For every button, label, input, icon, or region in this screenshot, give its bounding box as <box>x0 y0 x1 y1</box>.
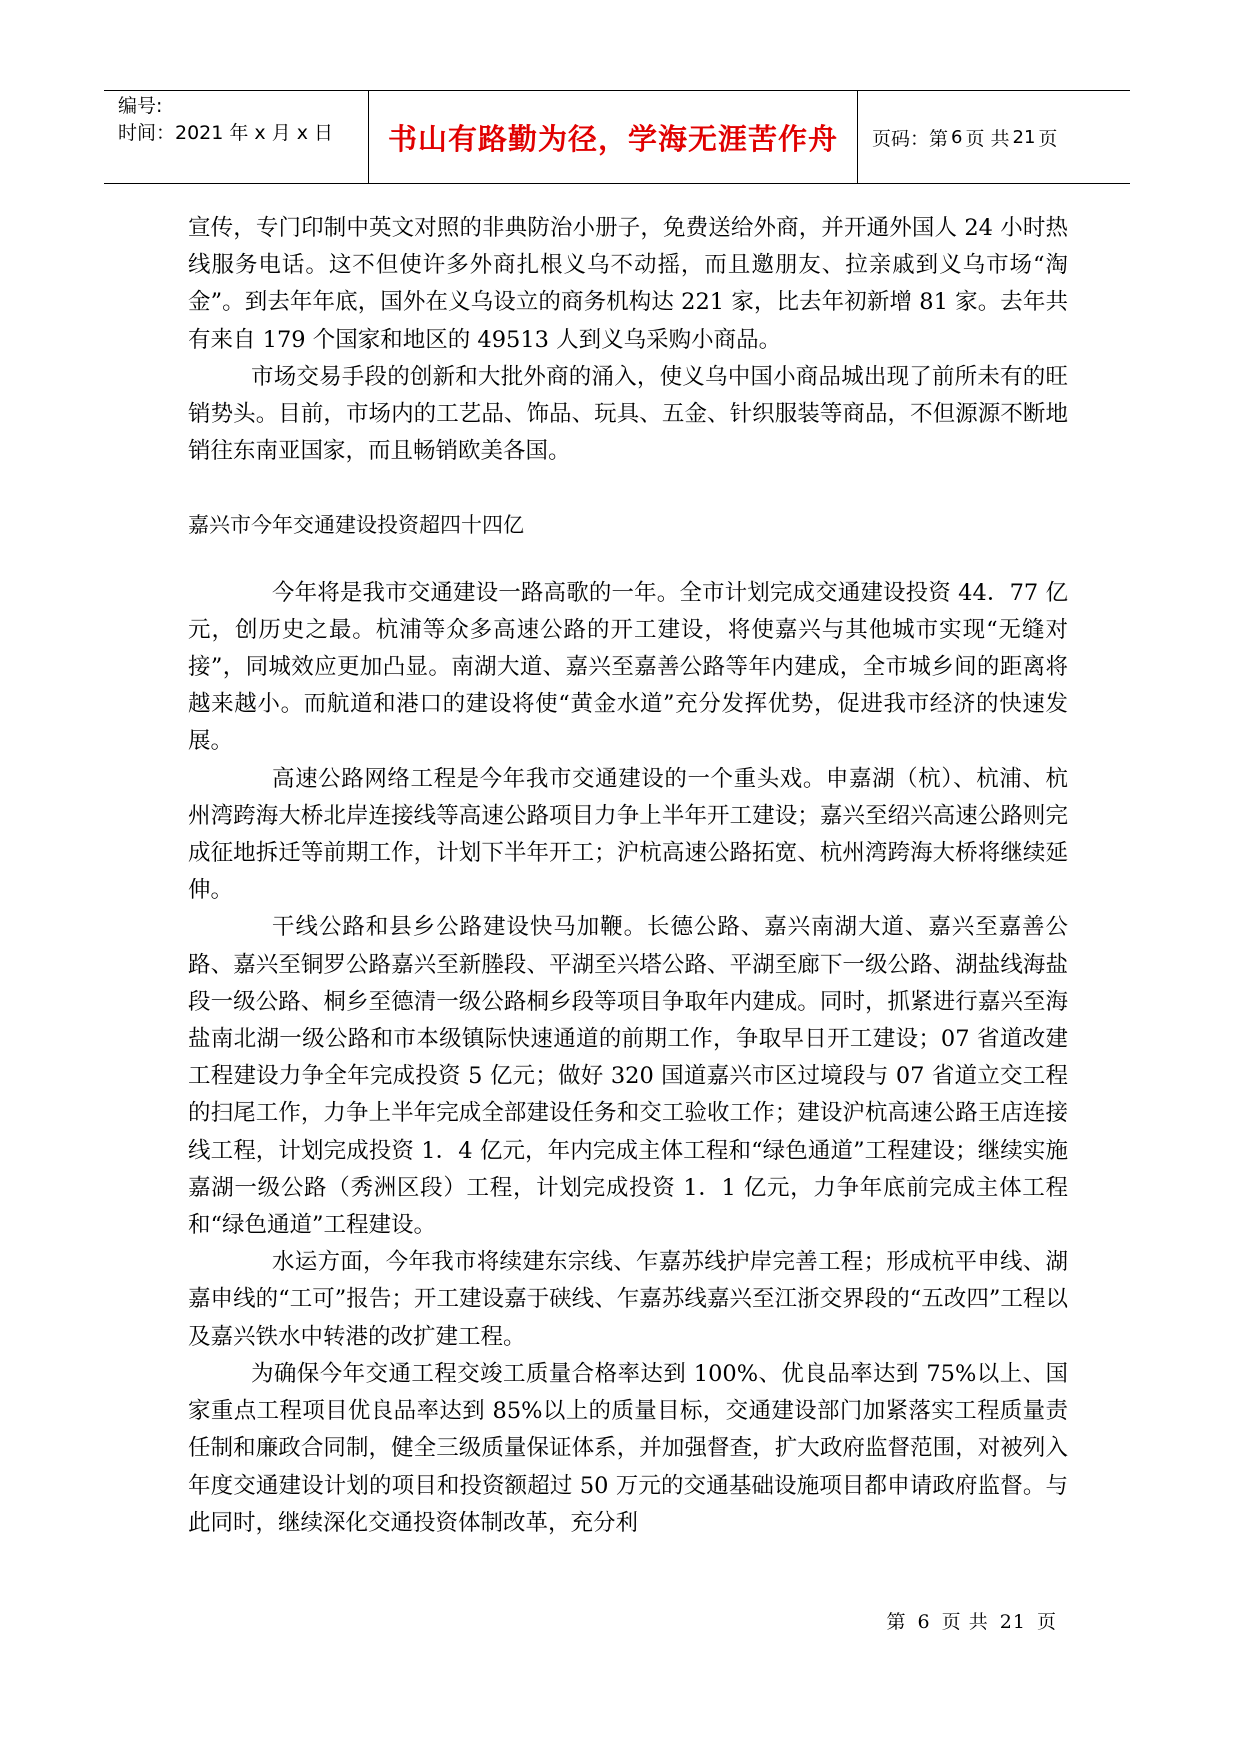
paragraph: 高速公路网络工程是今年我市交通建设的一个重头戏。申嘉湖（杭）、杭浦、杭州湾跨海大桥北岸连接线等高速公路项目力争上半年开工建设；嘉兴至绍兴高速公路则完成征地拆迁等前期工作，计划下半年开工；沪杭高速公路拓宽、杭州湾跨海大桥将继续延伸。 <box>188 765 1068 904</box>
header-motto: 书山有路勤为径，学海无涯苦作舟 <box>369 91 858 183</box>
document-body <box>188 210 1068 1542</box>
footer-mid: 页 共 <box>941 1611 989 1633</box>
header-page-prefix: 页码：第 <box>872 127 949 150</box>
paragraph: 为确保今年交通工程交竣工质量合格率达到 100%、优良品率达到 75%以上、国家重点工程项目优良品率达到 85%以上的质量目标，交通建设部门加紧落实工程质量责任制和廉政合同制，健全三级质量保证体系，并加强督查，扩大政府监督范围，对被列入年度交通建设计划的项目和投资额超过 50 万元的交通基础设施项目都申请政府监督。与此同时，继续深化交通投资体制改革，充分利 <box>188 1360 1068 1536</box>
paragraph: 水运方面，今年我市将续建东宗线、乍嘉苏线护岸完善工程；形成杭平申线、湖嘉申线的“工可”报告；开工建设嘉于硖线、乍嘉苏线嘉兴至江浙交界段的“五改四”工程以及嘉兴铁水中转港的改扩建工程。 <box>188 1249 1068 1350</box>
header-page-total: 21 <box>1012 126 1036 148</box>
footer-page-current: 6 <box>917 1611 931 1633</box>
header-meta-cell <box>104 91 369 183</box>
header-page-suffix: 页 <box>1038 127 1058 150</box>
section-title: 嘉兴市今年交通建设投资超四十四亿 <box>188 513 524 538</box>
header-page-current: 6 <box>951 126 963 148</box>
number-label: 编号: <box>118 95 163 117</box>
paragraph: 干线公路和县乡公路建设快马加鞭。长德公路、嘉兴南湖大道、嘉兴至嘉善公路、嘉兴至铜罗公路嘉兴至新塍段、平湖至兴塔公路、平湖至廊下一级公路、湖盐线海盐段一级公路、桐乡至德清一级公路桐乡段等项目争取年内建成。同时，抓紧进行嘉兴至海盐南北湖一级公路和市本级镇际快速通道的前期工作，争取早日开工建设；07 省道改建工程建设力争全年完成投资 5 亿元；做好 320 国道嘉兴市区过境段与 07 省道立交工程的扫尾工作，力争上半年完成全部建设任务和交工验收工作；建设沪杭高速公路王店连接线工程，计划完成投资 1．4 亿元，年内完成主体工程和“绿色通道”工程建设；继续实施嘉湖一级公路（秀洲区段）工程，计划完成投资 1．1 亿元，力争年底前完成主体工程和“绿色通道”工程建设。 <box>188 914 1068 1239</box>
document-header <box>104 90 1130 184</box>
paragraph: 市场交易手段的创新和大批外商的涌入，使义乌中国小商品城出现了前所未有的旺销势头。目前，市场内的工艺品、饰品、玩具、五金、针织服装等商品，不但源源不断地销往东南亚国家，而且畅销欧美各国。 <box>188 363 1068 465</box>
paragraph: 今年将是我市交通建设一路高歌的一年。全市计划完成交通建设投资 44．77 亿元，创历史之最。杭浦等众多高速公路的开工建设，将使嘉兴与其他城市实现“无缝对接”，同城效应更加凸显。南湖大道、嘉兴至嘉善公路等年内建成，全市城乡间的距离将越来越小。而航道和港口的建设将使“黄金水道”充分发挥优势，促进我市经济的快速发展。 <box>188 579 1068 755</box>
time-label: 时间：2021 年 x 月 x 日 <box>118 122 334 144</box>
footer-suffix: 页 <box>1036 1611 1057 1633</box>
header-page-mid: 页 共 <box>965 127 1010 150</box>
footer-page-total: 21 <box>999 1611 1026 1633</box>
page-footer <box>886 1607 1057 1634</box>
header-page-number <box>858 91 1130 183</box>
paragraph: 宣传，专门印制中英文对照的非典防治小册子，免费送给外商，并开通外国人 24 小时热线服务电话。这不但使许多外商扎根义乌不动摇，而且邀朋友、拉亲戚到义乌市场“淘金”。到去年年底，国外在义乌设立的商务机构达 221 家，比去年初新增 81 家。去年共有来自 179 个国家和地区的 49513 人到义乌采购小商品。 <box>188 215 1068 353</box>
footer-prefix: 第 <box>886 1611 907 1633</box>
